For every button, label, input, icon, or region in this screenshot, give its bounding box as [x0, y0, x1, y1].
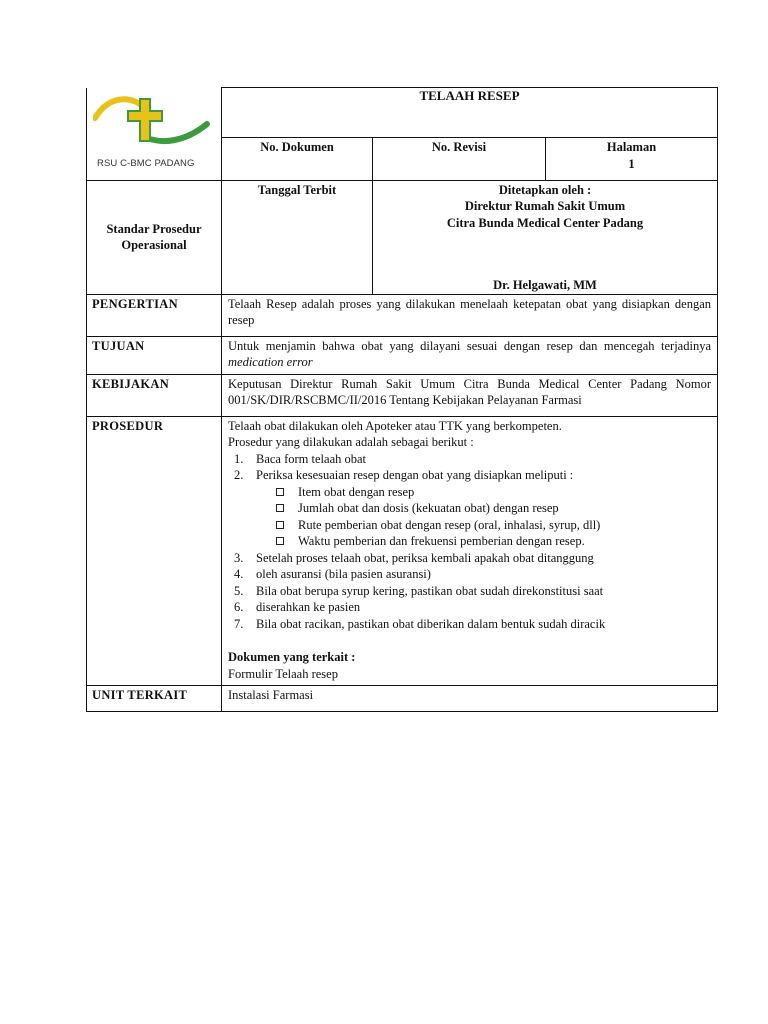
- tujuan-label: TUJUAN: [87, 336, 222, 374]
- tujuan-cell: [222, 336, 718, 374]
- halaman-label: Halaman: [606, 140, 657, 155]
- unit-terkait-label: UNIT TERKAIT: [87, 686, 222, 712]
- prosedur-content: [222, 416, 718, 686]
- kebijakan-text: Keputusan Direktur Rumah Sakit Umum Citra Bunda Medical Center Padang Nomor 001/SK/DIR/RSCBMC/II/2016 Tentang Kebijakan Pelayanan Farmasi: [222, 374, 718, 416]
- signatory-name: Dr. Helgawati, MM: [493, 278, 597, 292]
- ditetapkan-line2: Direktur Rumah Sakit Umum: [464, 199, 626, 213]
- sop-table: [86, 87, 718, 712]
- sop-document: [86, 87, 717, 712]
- tujuan-text: Untuk menjamin bahwa obat yang dilayani sesuai dengan resep dan mencegah terjadinya: [228, 338, 711, 353]
- prosedur-steps: [228, 451, 711, 633]
- prosedur-intro1: Telaah obat dilakukan oleh Apoteker atau TTK yang berkompeten.: [228, 418, 562, 433]
- logo-text: RSU C-BMC PADANG: [97, 157, 195, 169]
- unit-terkait-text: Instalasi Farmasi: [222, 686, 718, 712]
- list-item: 7. Bila obat racikan, pastikan obat diberikan dalam bentuk sudah diracik: [234, 616, 606, 631]
- no-dokumen-label: No. Dokumen: [222, 138, 373, 180]
- prosedur-label: PROSEDUR: [87, 416, 222, 686]
- tujuan-italic: medication error: [228, 355, 313, 369]
- list-item: Waktu pemberian dan frekuensi pemberian dengan resep.: [228, 533, 711, 550]
- ditetapkan-line3: Citra Bunda Medical Center Padang: [446, 215, 644, 230]
- document-title: TELAAH RESEP: [222, 88, 718, 138]
- tanggal-terbit-label: Tanggal Terbit: [222, 180, 373, 294]
- sop-label: Standar Prosedur Operasional: [87, 180, 222, 294]
- pengertian-label: PENGERTIAN: [87, 294, 222, 336]
- logo-cell: [87, 88, 222, 181]
- list-item: Rute pemberian obat dengan resep (oral, inhalasi, syrup, dll): [228, 517, 711, 534]
- no-revisi-label: No. Revisi: [373, 138, 546, 180]
- check-list: [228, 484, 711, 550]
- list-item: 3. Setelah proses telaah obat, periksa kembali apakah obat ditanggung: [234, 550, 594, 565]
- hospital-logo-icon: [93, 92, 211, 156]
- kebijakan-label: KEBIJAKAN: [87, 374, 222, 416]
- list-item: 4. oleh asuransi (bila pasien asuransi): [234, 567, 431, 581]
- dokumen-terkait-value: Formulir Telaah resep: [228, 666, 338, 681]
- list-item: 2. Periksa kesesuaian resep dengan obat yang disiapkan meliputi : Item obat dengan resep Jumlah obat dan dosis (kekuatan obat) dengan resep Rute pemberian obat dengan resep (oral, inhalasi, syrup, dll) Waktu pemberian dan frekuensi pemberian dengan resep.: [228, 467, 711, 550]
- pengertian-text: Telaah Resep adalah proses yang dilakukan menelaah ketepatan obat yang disiapkan dengan resep: [222, 294, 718, 336]
- checkbox-icon: [276, 537, 284, 545]
- ditetapkan-line1: Ditetapkan oleh :: [498, 182, 592, 197]
- halaman-cell: [546, 138, 718, 180]
- list-item: 5. Bila obat berupa syrup kering, pastikan obat sudah direkonstitusi saat: [234, 583, 604, 598]
- ditetapkan-block: [373, 180, 718, 294]
- prosedur-intro2: Prosedur yang dilakukan adalah sebagai berikut :: [228, 435, 474, 449]
- checkbox-icon: [276, 521, 284, 529]
- list-item: 1. Baca form telaah obat: [234, 451, 367, 466]
- list-item: Jumlah obat dan dosis (kekuatan obat) dengan resep: [228, 500, 711, 517]
- checkbox-icon: [276, 504, 284, 512]
- checkbox-icon: [276, 488, 284, 496]
- halaman-value: 1: [628, 156, 635, 171]
- list-item: Item obat dengan resep: [228, 484, 711, 501]
- dokumen-terkait-label: Dokumen yang terkait :: [228, 650, 356, 664]
- list-item: 6. diserahkan ke pasien: [234, 600, 361, 614]
